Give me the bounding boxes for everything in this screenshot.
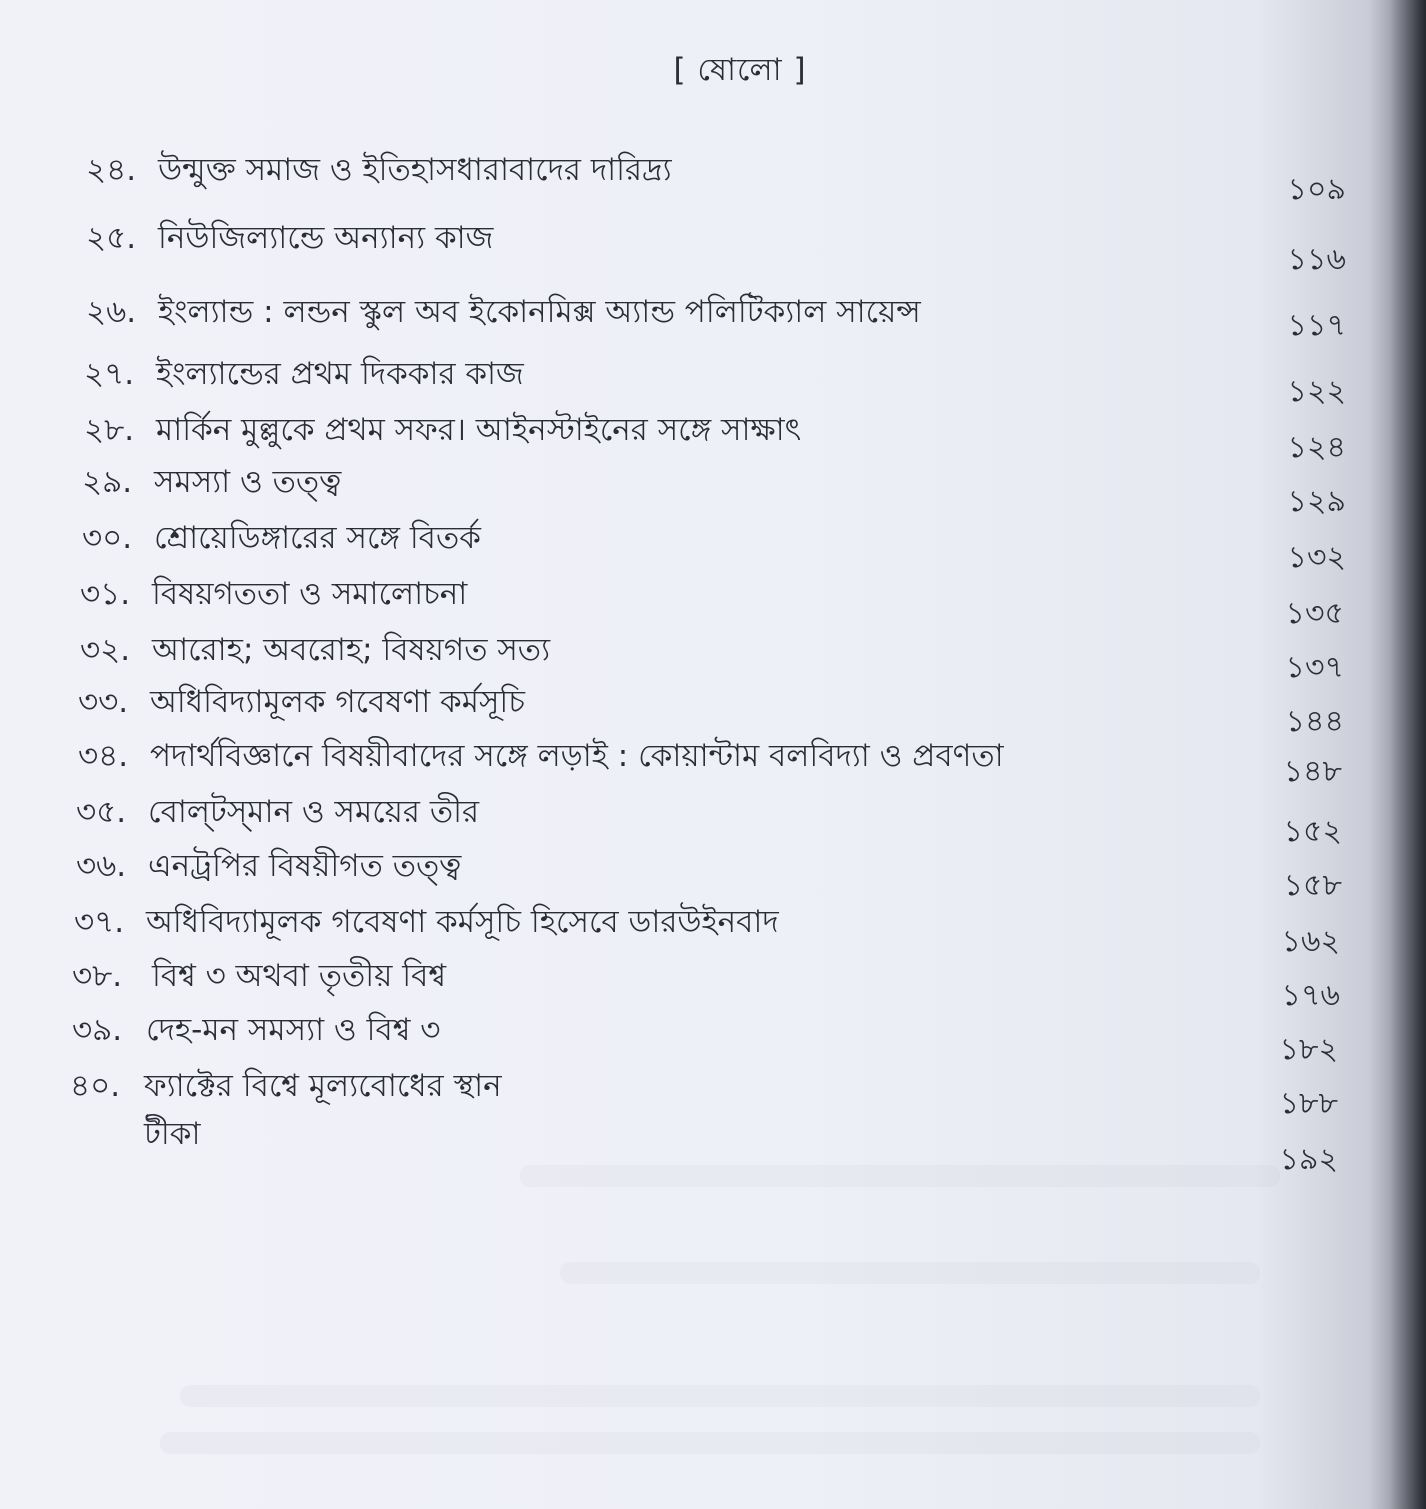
toc-entry-title: পদার্থবিজ্ঞানে বিষয়ীবাদের সঙ্গে লড়াই : কোয়ান্টাম বলবিদ্যা ও প্রবণতা — [150, 738, 1004, 774]
toc-entry-title: ফ্যাক্টের বিশ্বে মূল্যবোধের স্থান — [144, 1068, 502, 1104]
toc-entry-title: বোল্‌টস্‌মান ও সময়ের তীর — [148, 794, 480, 830]
toc-entry-title: অধিবিদ্যামূলক গবেষণা কর্মসূচি — [150, 684, 526, 720]
toc-entry-page: ১৪৮ — [1283, 754, 1342, 789]
toc-entry-number: ৩৫. — [76, 794, 127, 830]
toc-entry-page: ১৯২ — [1279, 1142, 1338, 1177]
toc-entry-title: টীকা — [144, 1116, 201, 1152]
toc-entry-page: ১৩২ — [1287, 540, 1346, 575]
toc-entry-title: নিউজিল্যান্ডে অন্যান্য কাজ — [158, 220, 494, 256]
toc-entry-page: ১২২ — [1287, 374, 1346, 409]
toc-entry-number: ৩০. — [82, 520, 133, 556]
toc-entry-number: ২৫. — [86, 220, 137, 256]
toc-entry-number: ২৪. — [86, 152, 137, 188]
toc-entry-number: ২৬. — [86, 294, 137, 330]
toc-entry-page: ১১৭ — [1287, 308, 1346, 343]
toc-entry-page: ১৮২ — [1279, 1032, 1338, 1067]
toc-entry-number: ৩১. — [80, 576, 131, 612]
toc-entry-number: ৩৮. — [72, 958, 123, 994]
toc-entry-page: ১৬২ — [1281, 924, 1340, 959]
toc-entry-number: ৩৯. — [72, 1012, 123, 1048]
toc-entry-page: ১১৬ — [1287, 242, 1346, 277]
toc-entry-page: ১৩৫ — [1285, 596, 1344, 631]
toc-entry-number: ২৭. — [84, 356, 135, 392]
toc-entry-page: ১৫৮ — [1283, 868, 1342, 903]
toc-entry-page: ১০৯ — [1287, 172, 1346, 207]
toc-entry-title: বিষয়গততা ও সমালোচনা — [152, 576, 468, 612]
toc-entry-title: মার্কিন মুল্লুকে প্রথম সফর। আইনস্টাইনের সঙ্গে সাক্ষাৎ — [156, 412, 802, 448]
toc-entry-page: ১৫২ — [1283, 814, 1342, 849]
toc-entry-number: ৩৬. — [76, 848, 127, 884]
toc-entry-page: ১৩৭ — [1285, 650, 1344, 685]
toc-entry-number: ২৯. — [82, 464, 133, 500]
toc-entry-title: অধিবিদ্যামূলক গবেষণা কর্মসূচি হিসেবে ডারউইনবাদ — [146, 904, 779, 940]
toc-entry-page: ১৮৮ — [1279, 1086, 1338, 1121]
toc-entry-title: শ্রোয়েডিঙ্গারের সঙ্গে বিতর্ক — [154, 520, 481, 556]
toc-entry-title: উন্মুক্ত সমাজ ও ইতিহাসধারাবাদের দারিদ্র্য — [158, 152, 672, 188]
toc-entry — [0, 1114, 1426, 1224]
toc-entry-number: ২৮. — [84, 412, 135, 448]
toc-entry-number: ৩৭. — [74, 904, 125, 940]
page-header: [ ষোলো ] — [673, 52, 807, 88]
toc-entry-number: ৪০. — [70, 1068, 121, 1104]
toc-entry-title: আরোহ; অবরোহ; বিষয়গত সত্য — [152, 632, 551, 668]
toc-entry-title: ইংল্যান্ডের প্রথম দিককার কাজ — [156, 356, 524, 392]
toc-entry-title: এনট্রপির বিষয়ীগত তত্ত্ব — [148, 848, 462, 884]
toc-entry-page: ১২৯ — [1287, 484, 1346, 519]
toc-entry-title: বিশ্ব ৩ অথবা তৃতীয় বিশ্ব — [152, 958, 447, 994]
toc-entry-page: ১৭৬ — [1281, 978, 1340, 1013]
toc-entry-number: ৩৪. — [78, 738, 129, 774]
page-edge-shadow — [1390, 0, 1426, 1509]
toc-entry-title: দেহ-মন সমস্যা ও বিশ্ব ৩ — [146, 1012, 441, 1048]
toc-entry-title: ইংল্যান্ড : লন্ডন স্কুল অব ইকোনমিক্স অ্যান্ড পলিটিক্যাল সায়েন্স — [158, 294, 921, 330]
toc-entry-number: ৩২. — [80, 632, 131, 668]
toc-entry-page: ১৪৪ — [1285, 704, 1344, 739]
toc-entry-number: ৩৩. — [78, 684, 129, 720]
toc-entry-page: ১২৪ — [1287, 430, 1346, 465]
toc-entry-title: সমস্যা ও তত্ত্ব — [154, 464, 342, 500]
